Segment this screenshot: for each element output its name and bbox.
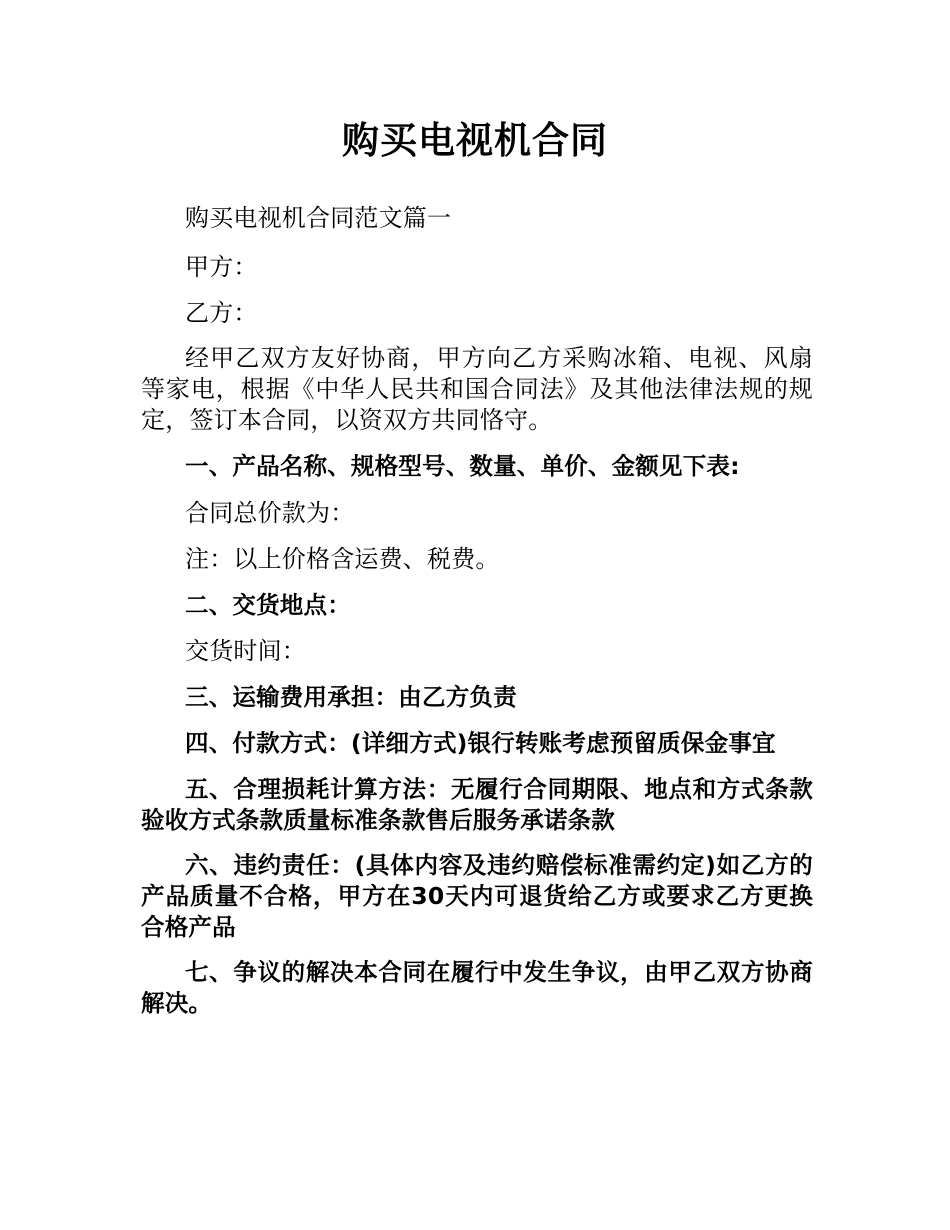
clause-5-paragraph: 五、合理损耗计算方法：无履行合同期限、地点和方式条款验收方式条款质量标准条款售后服务承诺条款 — [141, 775, 813, 834]
document-title: 购买电视机合同 — [342, 119, 608, 162]
clause-4-paragraph: 四、付款方式：(详细方式)银行转账考虑预留质保金事宜 — [185, 729, 776, 757]
clause-6-paragraph: 六、违约责任：(具体内容及违约赔偿标准需约定)如乙方的产品质量不合格，甲方在30天内可退货给乙方或要求乙方更换合格产品 — [141, 851, 813, 941]
clause-7-paragraph: 七、争议的解决本合同在履行中发生争议，由甲乙双方协商解决。 — [141, 958, 813, 1017]
delivery-time-line: 交货时间： — [185, 637, 306, 665]
intro-paragraph: 经甲乙双方友好协商，甲方向乙方采购冰箱、电视、风扇等家电，根据《中华人民共和国合同法》及其他法律法规的规定，签订本合同，以资双方共同恪守。 — [141, 344, 813, 434]
subtitle-paragraph: 购买电视机合同范文篇一 — [185, 204, 452, 232]
total-price-line: 合同总价款为： — [185, 499, 355, 527]
clause-1-heading: 一、产品名称、规格型号、数量、单价、金额见下表: — [185, 452, 740, 480]
clause-3-paragraph: 三、运输费用承担：由乙方负责 — [185, 683, 517, 711]
clause-2-heading: 二、交货地点： — [185, 591, 351, 619]
party-b-line: 乙方： — [185, 299, 258, 327]
price-note-line: 注：以上价格含运费、税费。 — [185, 545, 500, 573]
party-a-line: 甲方： — [185, 253, 258, 281]
